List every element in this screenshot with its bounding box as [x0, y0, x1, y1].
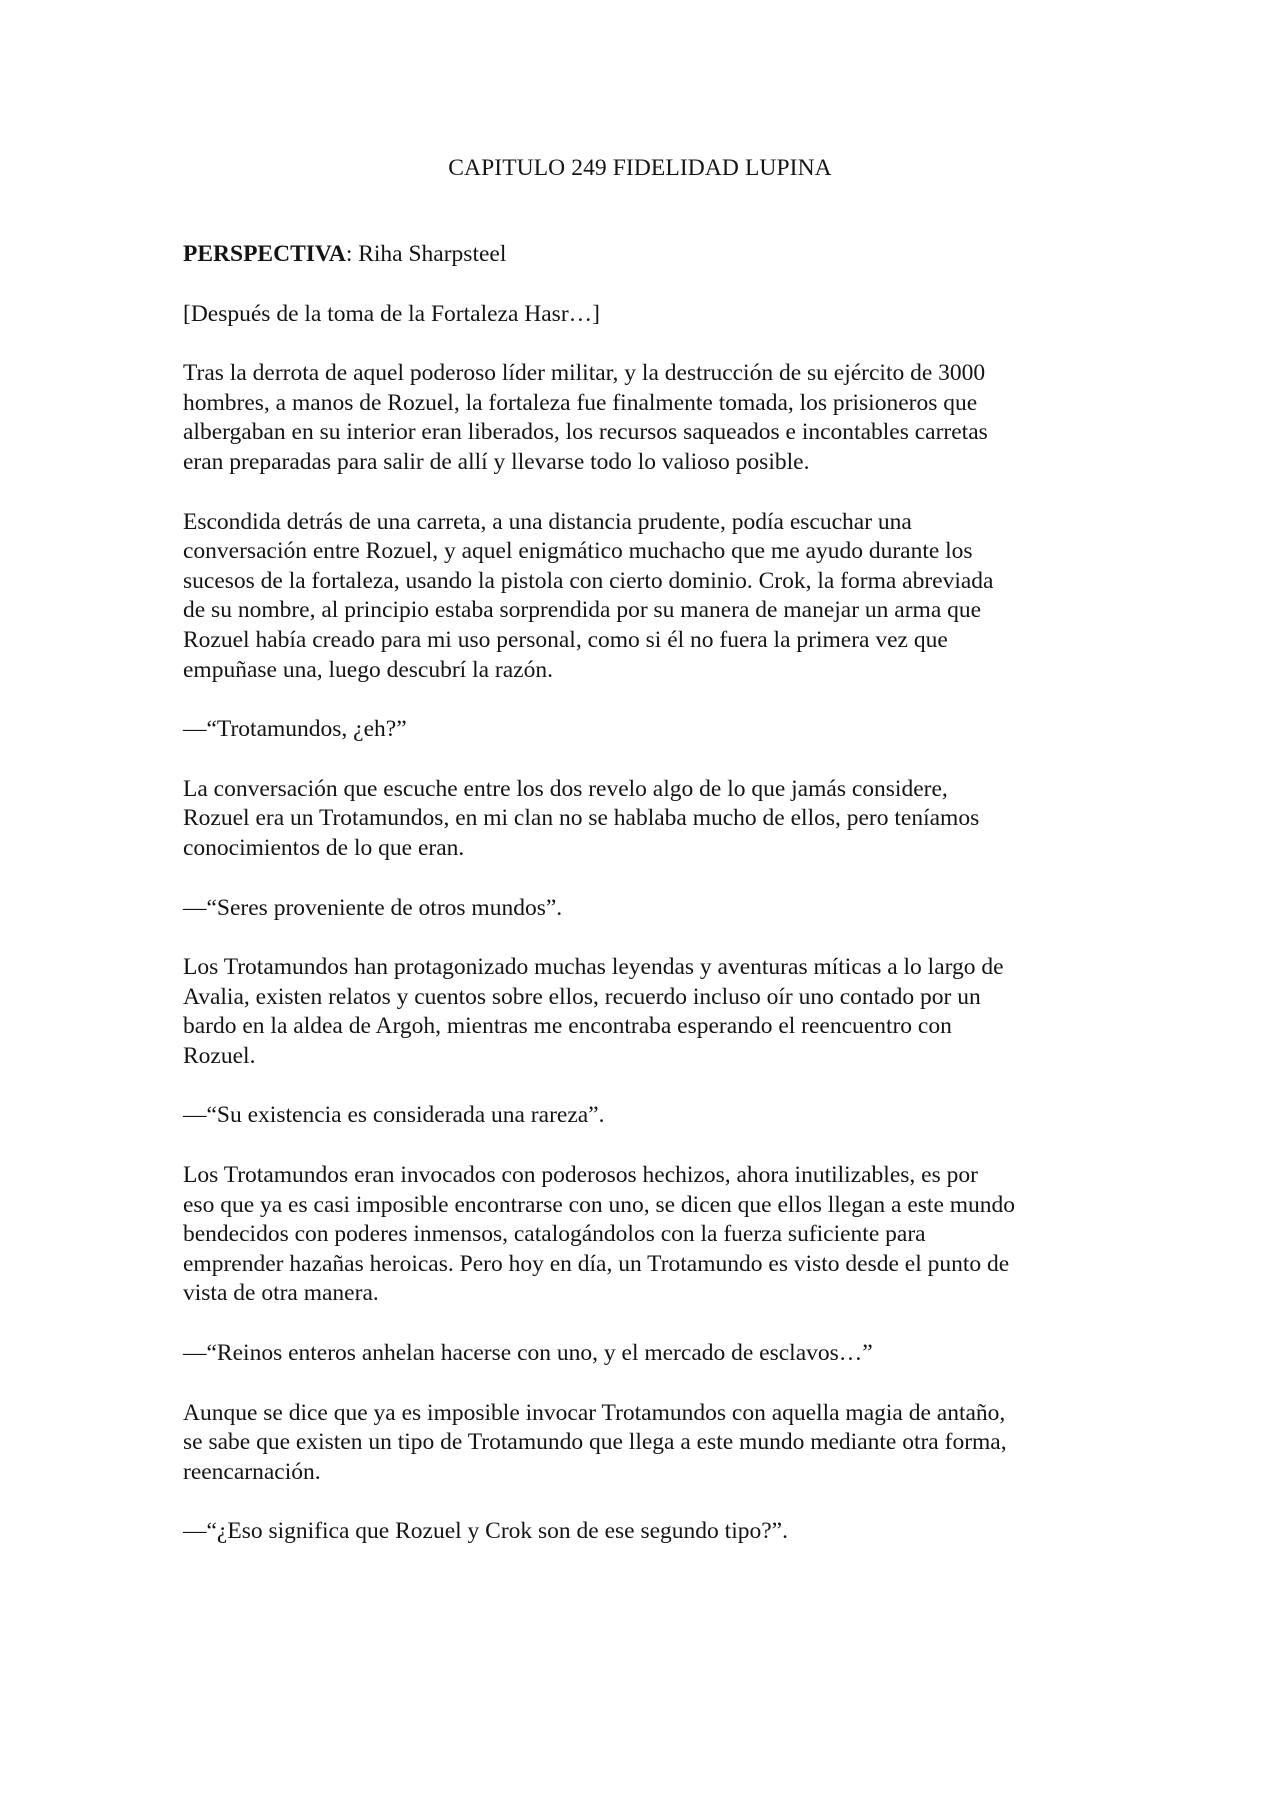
perspective-line	[183, 240, 1101, 270]
paragraph-line: Aunque se dice que ya es imposible invocar Trotamundos con aquella magia de antaño,	[183, 1399, 1006, 1426]
paragraph-line: conversación entre Rozuel, y aquel enigmático muchacho que me ayudo durante los	[183, 538, 973, 565]
paragraph-line: Rozuel era un Trotamundos, en mi clan no se hablaba mucho de ellos, pero teníamos	[183, 805, 980, 832]
document-body	[183, 240, 1101, 1577]
paragraph	[183, 508, 1101, 686]
paragraph-line: La conversación que escuche entre los dos revelo algo de lo que jamás considere,	[183, 775, 948, 802]
paragraph-line: empuñase una, luego descubrí la razón.	[183, 656, 553, 683]
paragraph	[183, 775, 1101, 864]
paragraph-line: eran preparadas para salir de allí y llevarse todo lo valioso posible.	[183, 448, 810, 475]
paragraph	[183, 953, 1101, 1071]
paragraph	[183, 1161, 1101, 1309]
paragraph-line: —“Seres proveniente de otros mundos”.	[183, 894, 563, 921]
paragraph-line: —“¿Eso significa que Rozuel y Crok son de ese segundo tipo?”.	[183, 1518, 788, 1545]
paragraph-line: Los Trotamundos eran invocados con poderosos hechizos, ahora inutilizables, es por	[183, 1162, 978, 1189]
paragraph-line: bendecidos con poderes inmensos, catalogándolos con la fuerza suficiente para	[183, 1221, 926, 1248]
paragraph	[183, 359, 1101, 477]
paragraph-line: de su nombre, al principio estaba sorprendida por su manera de manejar un arma que	[183, 597, 982, 624]
paragraph-line: bardo en la aldea de Argoh, mientras me encontraba esperando el reencuentro con	[183, 1013, 952, 1040]
paragraph-line: —“Su existencia es considerada una rareza”.	[183, 1102, 605, 1129]
paragraph	[183, 1399, 1101, 1488]
paragraph	[183, 715, 1101, 745]
perspective-value: : Riha Sharpsteel	[345, 241, 507, 267]
paragraph	[183, 894, 1101, 924]
paragraph-line: Escondida detrás de una carreta, a una distancia prudente, podía escuchar una	[183, 508, 912, 535]
paragraph-line: —“Reinos enteros anhelan hacerse con uno, y el mercado de esclavos…”	[183, 1340, 873, 1367]
paragraph-line: Rozuel.	[183, 1042, 256, 1069]
paragraph	[183, 1339, 1101, 1369]
paragraph	[183, 1517, 1101, 1547]
paragraph-line: Avalia, existen relatos y cuentos sobre ellos, recuerdo incluso oír uno contado por un	[183, 983, 981, 1010]
paragraph-line: conocimientos de lo que eran.	[183, 834, 465, 861]
chapter-title: CAPITULO 249 FIDELIDAD LUPINA	[448, 155, 832, 181]
paragraph-line: se sabe que existen un tipo de Trotamundo que llega a este mundo mediante otra forma,	[183, 1429, 1007, 1456]
perspective-label: PERSPECTIVA	[183, 241, 346, 267]
paragraph-line: emprender hazañas heroicas. Pero hoy en día, un Trotamundo es visto desde el punto de	[183, 1250, 1010, 1277]
paragraph-line: reencarnación.	[183, 1458, 321, 1485]
paragraph-line: hombres, a manos de Rozuel, la fortaleza fue finalmente tomada, los prisioneros que	[183, 389, 978, 416]
paragraph	[183, 1101, 1101, 1131]
paragraph-line: Rozuel había creado para mi uso personal, como si él no fuera la primera vez que	[183, 626, 948, 653]
paragraph-line: Tras la derrota de aquel poderoso líder militar, y la destrucción de su ejército de 3000	[183, 360, 986, 387]
paragraph-line: albergaban en su interior eran liberados, los recursos saqueados e incontables carretas	[183, 419, 988, 446]
paragraph-line: sucesos de la fortaleza, usando la pistola con cierto dominio. Crok, la forma abreviada	[183, 567, 994, 594]
paragraph-list	[183, 359, 1101, 1547]
scene-note: [Después de la toma de la Fortaleza Hasr…]	[183, 300, 600, 327]
paragraph-line: —“Trotamundos, ¿eh?”	[183, 716, 407, 743]
paragraph-line: vista de otra manera.	[183, 1280, 379, 1307]
paragraph-line: Los Trotamundos han protagonizado muchas leyendas y aventuras míticas a lo largo de	[183, 954, 1004, 981]
paragraph-line: eso que ya es casi imposible encontrarse con uno, se dicen que ellos llegan a este mundo	[183, 1191, 1016, 1218]
